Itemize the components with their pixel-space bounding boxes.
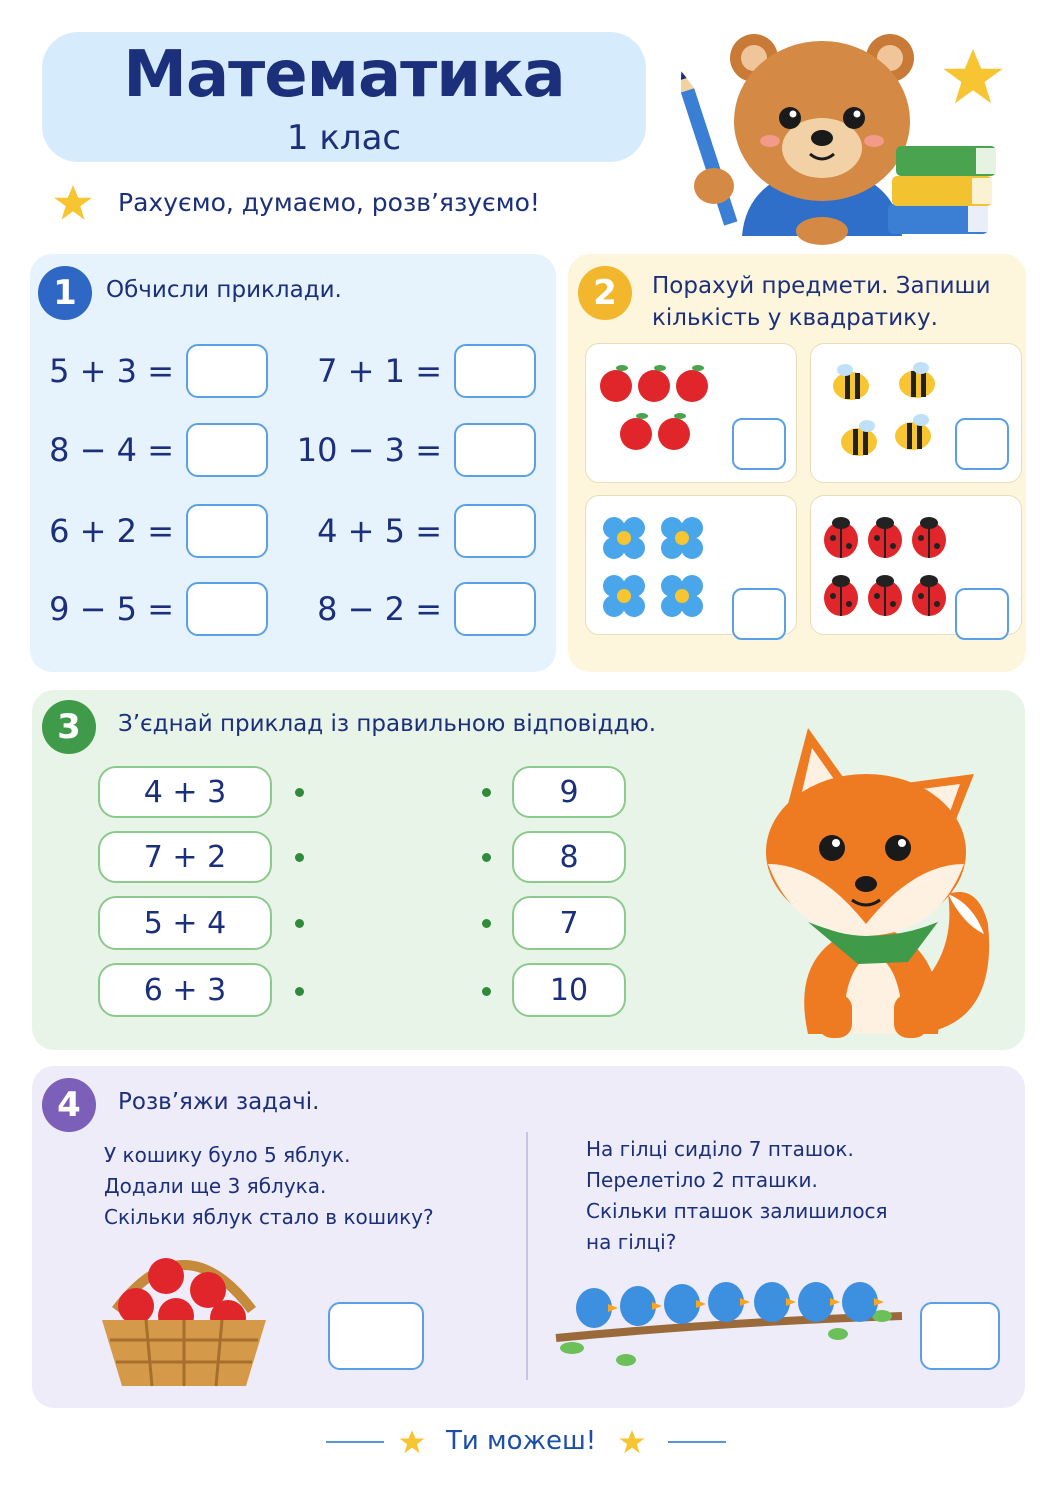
example: 4 + 5 =: [317, 512, 442, 550]
grade-label: 1 клас: [286, 118, 402, 158]
task1-number: 1: [38, 266, 92, 320]
problem2-line: на гілці?: [586, 1230, 677, 1254]
answer-box[interactable]: [186, 423, 268, 477]
match-left-item[interactable]: 7 + 2: [98, 831, 272, 883]
match-dot[interactable]: [295, 987, 304, 996]
example: 8 − 4 =: [49, 431, 174, 469]
match-right-item[interactable]: 8: [512, 831, 626, 883]
answer-box[interactable]: [454, 504, 536, 558]
count-cell-bees: [810, 343, 1022, 483]
task2-title-line2: кількість у квадратику.: [652, 305, 938, 331]
page-subtitle: Рахуємо, думаємо, розв’язуємо!: [118, 188, 540, 217]
match-dot[interactable]: [295, 853, 304, 862]
page-title: Математика: [123, 38, 565, 112]
problem2-line: На гілці сиділо 7 пташок.: [586, 1137, 854, 1161]
problem1-line: Скільки яблук стало в кошику?: [104, 1205, 434, 1229]
footer-text: Ти можеш!: [446, 1426, 597, 1456]
star-icon: [618, 1428, 646, 1456]
count-answer-box[interactable]: [955, 418, 1009, 470]
match-dot[interactable]: [482, 853, 491, 862]
match-left-item[interactable]: 5 + 4: [98, 896, 272, 950]
answer-box[interactable]: [454, 344, 536, 398]
answer-box[interactable]: [186, 344, 268, 398]
match-right-item[interactable]: 9: [512, 766, 626, 818]
task3-number: 3: [42, 700, 96, 754]
answer-box[interactable]: [454, 423, 536, 477]
apple-icon: [592, 354, 722, 464]
count-answer-box[interactable]: [955, 588, 1009, 640]
example: 9 − 5 =: [49, 590, 174, 628]
match-left-item[interactable]: 6 + 3: [98, 963, 272, 1017]
footer-line: [326, 1441, 384, 1443]
count-answer-box[interactable]: [732, 418, 786, 470]
birds-on-branch-icon: [552, 1272, 906, 1372]
answer-box[interactable]: [328, 1302, 424, 1370]
task2-title-line1: Порахуй предмети. Запиши: [652, 273, 991, 299]
count-cell-ladybugs: [810, 495, 1022, 635]
example: 8 − 2 =: [317, 590, 442, 628]
footer-line: [668, 1441, 726, 1443]
answer-box[interactable]: [186, 504, 268, 558]
problem2-line: Скільки пташок залишилося: [586, 1199, 888, 1223]
fox-illustration-icon: [748, 724, 1000, 1042]
match-dot[interactable]: [295, 788, 304, 797]
match-right-item[interactable]: 7: [512, 896, 626, 950]
count-answer-box[interactable]: [732, 588, 786, 640]
example: 6 + 2 =: [49, 512, 174, 550]
match-left-item[interactable]: 4 + 3: [98, 766, 272, 818]
problem-divider: [526, 1132, 528, 1380]
star-icon: [398, 1428, 426, 1456]
count-cell-flowers: [585, 495, 797, 635]
apple-basket-icon: [96, 1240, 272, 1390]
example: 5 + 3 =: [49, 352, 174, 390]
task2-number: 2: [578, 266, 632, 320]
match-dot[interactable]: [482, 788, 491, 797]
bee-icon: [821, 354, 951, 469]
problem1-line: У кошику було 5 яблук.: [104, 1143, 351, 1167]
star-icon: [940, 44, 1006, 110]
task4-title: Розв’яжи задачі.: [118, 1089, 320, 1115]
example: 10 − 3 =: [296, 431, 442, 469]
problem2-line: Перелетіло 2 пташки.: [586, 1168, 818, 1192]
match-right-item[interactable]: 10: [512, 963, 626, 1017]
task3-title: З’єднай приклад із правильною відповіддю.: [118, 711, 657, 737]
answer-box[interactable]: [454, 582, 536, 636]
match-dot[interactable]: [482, 987, 491, 996]
match-dot[interactable]: [482, 919, 491, 928]
star-icon: [52, 182, 94, 224]
problem1-line: Додали ще 3 яблука.: [104, 1174, 327, 1198]
task1-title: Обчисли приклади.: [106, 277, 342, 303]
flower-icon: [596, 508, 716, 628]
answer-box[interactable]: [920, 1302, 1000, 1370]
ladybug-icon: [819, 510, 953, 626]
task4-number: 4: [42, 1078, 96, 1132]
answer-box[interactable]: [186, 582, 268, 636]
count-cell-apples: [585, 343, 797, 483]
match-dot[interactable]: [295, 919, 304, 928]
example: 7 + 1 =: [317, 352, 442, 390]
